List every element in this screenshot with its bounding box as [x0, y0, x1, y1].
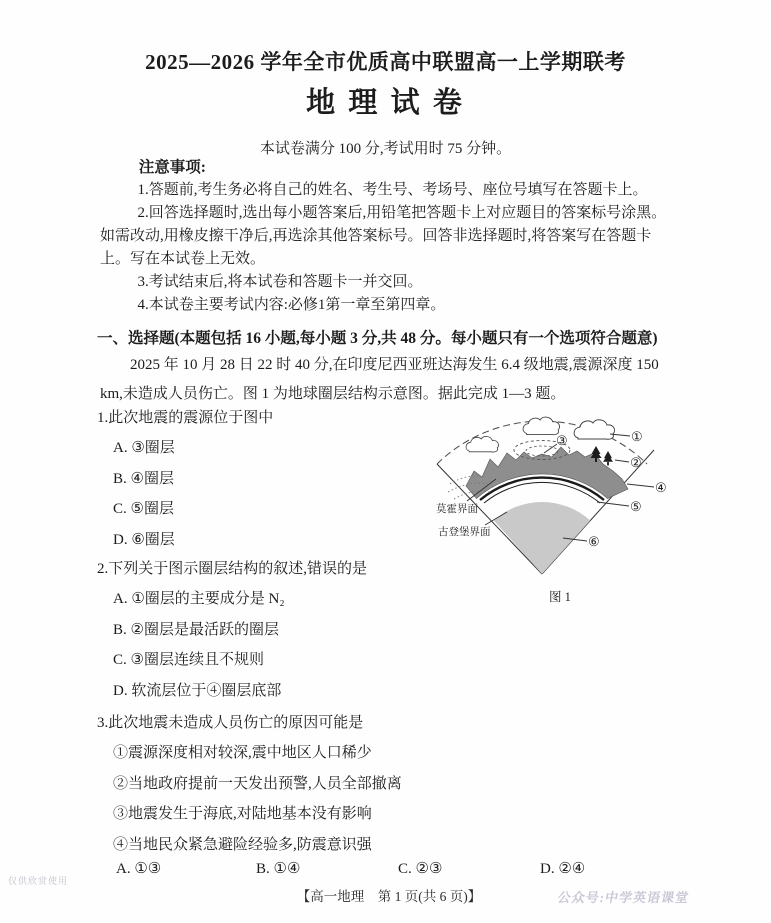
cloud-icon: [523, 417, 559, 435]
question-1-option-b: B. ④圈层: [113, 470, 174, 487]
notice-item: 2.回答选择题时,选出每小题答案后,用铅笔把答题卡上对应题目的答案标号涂黑。如需改动,用橡皮擦干净后,再选涂其他答案标号。回答非选择题时,将答案写在答题卡上。写在本试卷上无效。: [100, 205, 667, 267]
notice-heading: 注意事项:: [138, 159, 206, 176]
earth-layers-diagram: [430, 394, 715, 608]
question-2-stem: 2.下列关于图示圈层结构的叙述,错误的是: [97, 561, 368, 577]
question-3-statement-4: ④当地民众紧急避险经验多,防震意识强: [113, 836, 372, 853]
question-2-option-a: A. ①圈层的主要成分是 N₂: [113, 591, 285, 607]
question-3-option-d: D. ②④: [540, 861, 586, 877]
question-1-option-c: C. ⑤圈层: [113, 501, 174, 517]
question-3: [97, 708, 657, 860]
page-footer: 【高一地理 第 1 页(共 6 页)】: [296, 889, 482, 904]
callout-2: ②: [630, 455, 642, 470]
question-1-option-d: D. ⑥圈层: [113, 531, 175, 548]
question-3-statement-1: ①震源深度相对较深,震中地区人口稀少: [113, 745, 372, 761]
question-3-option-a: A. ①③: [116, 861, 162, 877]
crust-layer: [466, 447, 628, 499]
paper-title: 地 理 试 卷: [306, 87, 465, 119]
question-2-option-b: B. ②圈层是最活跃的圈层: [113, 621, 279, 638]
callout-5: ⑤: [630, 499, 642, 514]
watermark-left: 仅供欣赏使用: [8, 876, 69, 886]
question-3-stem: 3.此次地震未造成人员伤亡的原因可能是: [97, 715, 364, 731]
gutenberg-boundary-label: 古登堡界面: [438, 527, 491, 538]
question-2: [97, 554, 432, 706]
question-passage: 2025 年 10 月 28 日 22 时 40 分,在印度尼西亚班达海发生 6.4 级地震,震源深度 150 km,未造成人员伤亡。图 1 为地球圈层结构示意图。据此完成 1—3 题。: [100, 357, 659, 402]
notice-item: 4.本试卷主要考试内容:必修1第一章至第四章。: [137, 297, 446, 313]
notice-item: 1.答题前,考生务必将自己的姓名、考生号、考场号、座位号填写在答题卡上。: [137, 182, 648, 198]
question-1-stem: 1.此次地震的震源位于图中: [97, 410, 274, 426]
cloud-icon: [466, 436, 498, 452]
question-1-option-a: A. ③圈层: [113, 440, 175, 456]
moho-boundary-label: 莫霍界面: [436, 504, 478, 515]
notice-section: [100, 156, 680, 317]
earth-layers-figure: [430, 394, 715, 608]
figure-caption: 图 1: [549, 590, 571, 604]
watermark-right: 公众号:中学英语课堂: [556, 890, 691, 905]
callout-3: ③: [556, 433, 568, 448]
callout-6: ⑥: [588, 534, 600, 549]
section-heading: 一、选择题(本题包括 16 小题,每小题 3 分,共 48 分。每小题只有一个选项符合题意): [97, 330, 658, 347]
question-3-option-b: B. ①④: [256, 861, 301, 877]
question-3-answer-row: [100, 856, 700, 882]
question-2-option-d: D. 软流层位于④圈层底部: [113, 682, 282, 699]
exam-info: 本试卷满分 100 分,考试用时 75 分钟。: [259, 141, 512, 157]
cloud-icon: [574, 420, 615, 439]
clouds: [466, 417, 615, 452]
callout-4: ④: [655, 480, 667, 495]
question-3-statement-3: ③地震发生于海底,对陆地基本没有影响: [113, 806, 372, 822]
question-2-option-c: C. ③圈层连续且不规则: [113, 652, 264, 668]
exam-session-title: 2025—2026 学年全市优质高中联盟高一上学期联考: [145, 50, 626, 74]
notice-item: 3.考试结束后,将本试卷和答题卡一并交回。: [137, 274, 423, 290]
question-3-statement-2: ②当地政府提前一天发出预警,人员全部撤离: [113, 775, 402, 792]
question-1: [97, 403, 432, 555]
callout-1: ①: [631, 429, 643, 444]
question-3-option-c: C. ②③: [398, 861, 443, 877]
